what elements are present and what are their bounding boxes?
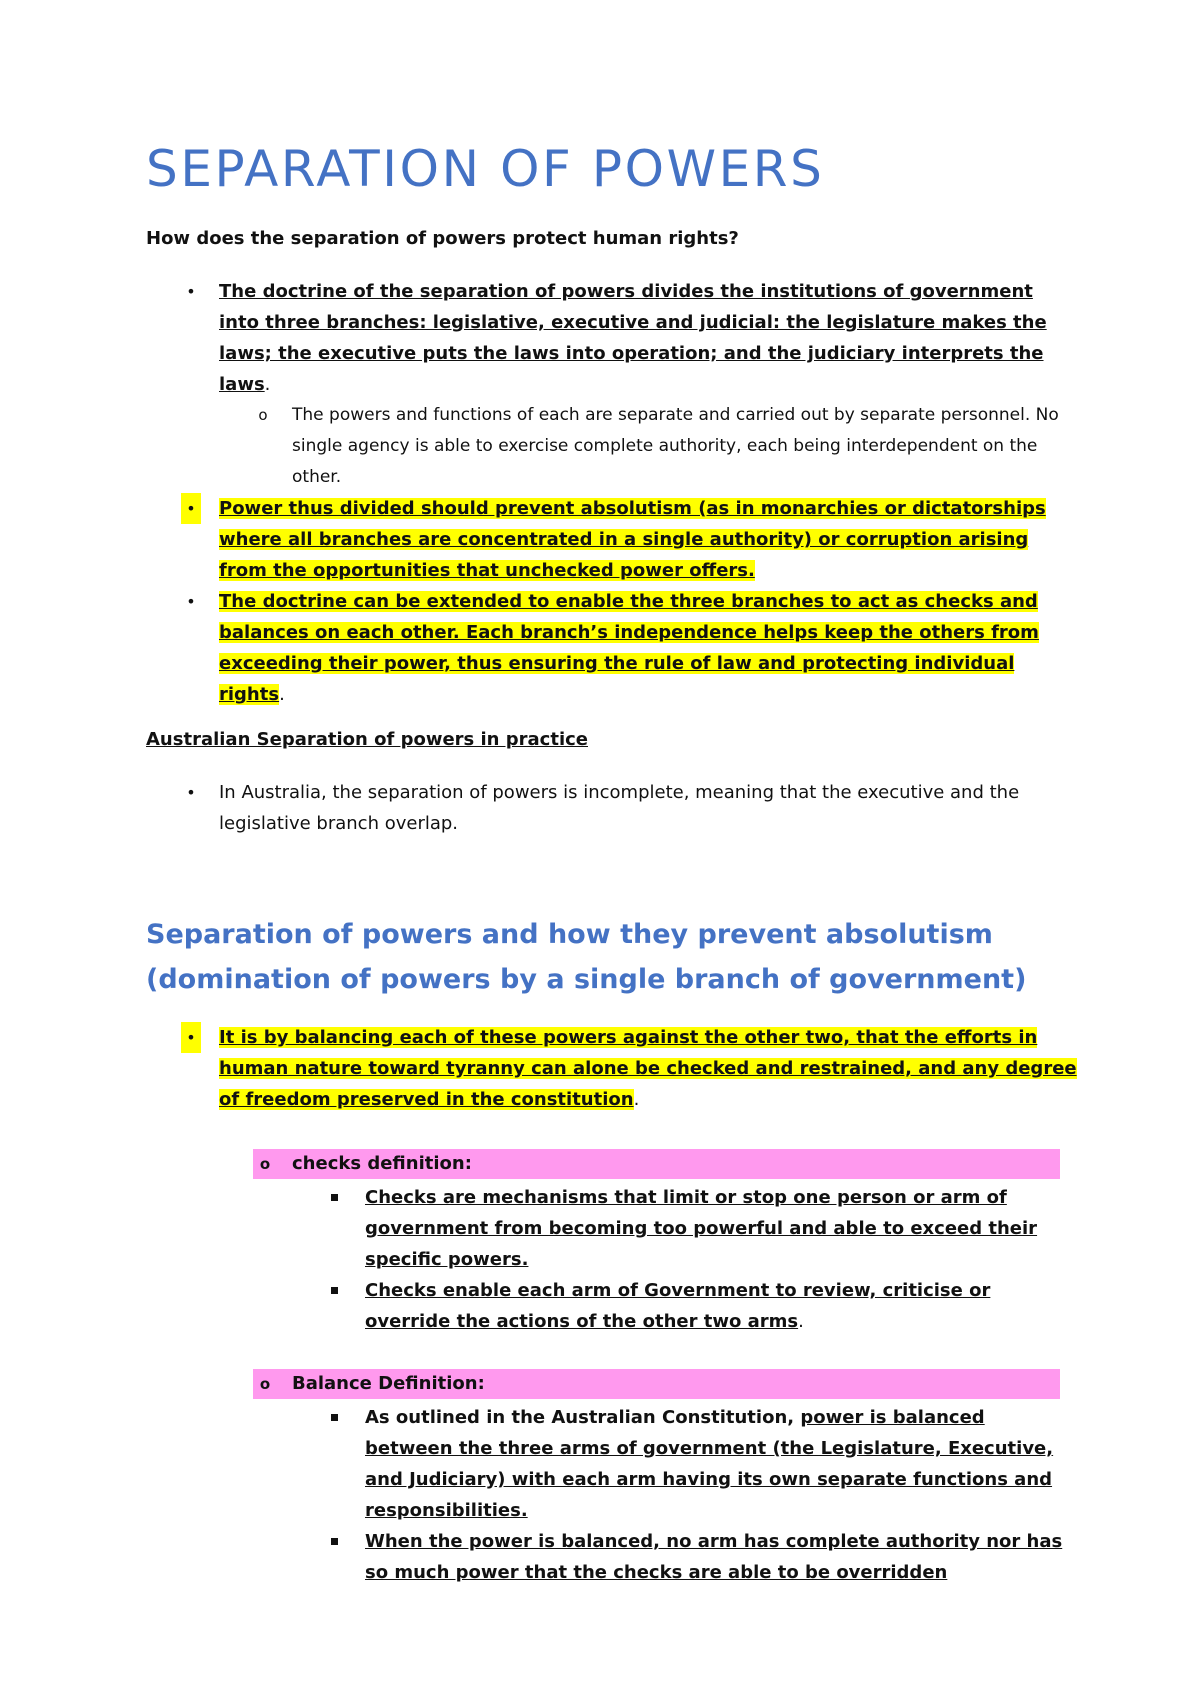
- list-item: [186, 276, 1079, 400]
- section2-list: [186, 777, 1079, 839]
- page-title: SEPARATION OF POWERS: [146, 140, 825, 198]
- section1-list: [186, 276, 1079, 710]
- sub-list-item: [258, 400, 1079, 493]
- list-item-tail: .: [264, 374, 271, 395]
- circle-bullet-icon: o: [259, 1375, 271, 1393]
- definition-point-text: Checks enable each arm of Government to review, criticise or override the actions of the other two arms: [365, 1280, 991, 1332]
- square-bullet-icon: [331, 1287, 338, 1294]
- bullet-icon: •: [181, 493, 201, 524]
- list-item-text: It is by balancing each of these powers against the other two, that the efforts in human nature toward tyranny can alone be checked and restrained, and any degree of freedom preserved in the constitution: [219, 1027, 1077, 1110]
- square-bullet-icon: [331, 1194, 338, 1201]
- checks-points: [365, 1182, 1065, 1337]
- square-bullet-icon: [331, 1414, 338, 1421]
- list-item-text: The doctrine can be extended to enable the three branches to act as checks and balances on each other. Each branch’s independence helps keep the others from exceeding their power, thus ensuring the rule of law and protecting individual rights: [219, 591, 1039, 705]
- heading-line: (domination of powers by a single branch of government): [146, 964, 1027, 995]
- definition-point: [365, 1402, 1065, 1526]
- definition-point-text: Checks are mechanisms that limit or stop one person or arm of government from becoming too powerful and able to exceed their specific powers.: [365, 1187, 1038, 1270]
- list-item-text: The doctrine of the separation of powers divides the institutions of government into three branches: legislative, executive and judicial: the legislature makes the laws; the executive puts the laws into operation; and the judiciary interprets the laws: [219, 281, 1047, 395]
- definition-point-text: When the power is balanced, no arm has complete authority nor has so much power that the checks are able to be overridden: [365, 1531, 1063, 1583]
- definition-label: Balance Definition:: [292, 1373, 485, 1394]
- list-item: [186, 1022, 1079, 1115]
- list-item-text: Power thus divided should prevent absolutism (as in monarchies or dictatorships where all branches are concentrated in a single authority) or corruption arising from the opportunities that unchecked power offers.: [219, 498, 1046, 581]
- list-item-text: In Australia, the separation of powers is incomplete, meaning that the executive and the legislative branch overlap.: [219, 782, 1020, 834]
- bullet-icon: •: [186, 783, 196, 802]
- square-bullet-icon: [331, 1538, 338, 1545]
- definition-point: [365, 1275, 1065, 1337]
- balance-points: [365, 1402, 1065, 1588]
- bullet-icon: •: [181, 1022, 201, 1053]
- section-heading-large: [146, 912, 1026, 1002]
- sub-list-item-text: The powers and functions of each are separate and carried out by separate personnel. No single agency is able to exercise complete authority, each being interdependent on the other.: [292, 405, 1059, 487]
- list-item: [186, 493, 1079, 586]
- question-heading: How does the separation of powers protect human rights?: [146, 228, 739, 249]
- definition-label: checks definition:: [292, 1153, 472, 1174]
- list-item-tail: .: [279, 684, 285, 705]
- definition-point-text: power is balanced between the three arms of government (the Legislature, Executive, and Judiciary) with each arm having its own separate functions and responsibilities.: [365, 1407, 1054, 1521]
- list-item-tail: .: [633, 1089, 640, 1110]
- bullet-icon: •: [186, 592, 196, 611]
- list-item: [186, 586, 1079, 710]
- heading-line: Separation of powers and how they prevent absolutism: [146, 919, 993, 950]
- bullet-icon: •: [186, 282, 196, 301]
- definition-point-lead: As outlined in the Australian Constitution,: [365, 1407, 801, 1428]
- section3-list: [186, 1022, 1079, 1115]
- definition-point-tail: .: [798, 1311, 804, 1332]
- definition-point: [365, 1182, 1065, 1275]
- definition-point: [365, 1526, 1065, 1588]
- circle-bullet-icon: o: [259, 1155, 271, 1173]
- circle-bullet-icon: o: [258, 406, 268, 424]
- section-heading: Australian Separation of powers in practice: [146, 729, 588, 750]
- list-item: [186, 777, 1079, 839]
